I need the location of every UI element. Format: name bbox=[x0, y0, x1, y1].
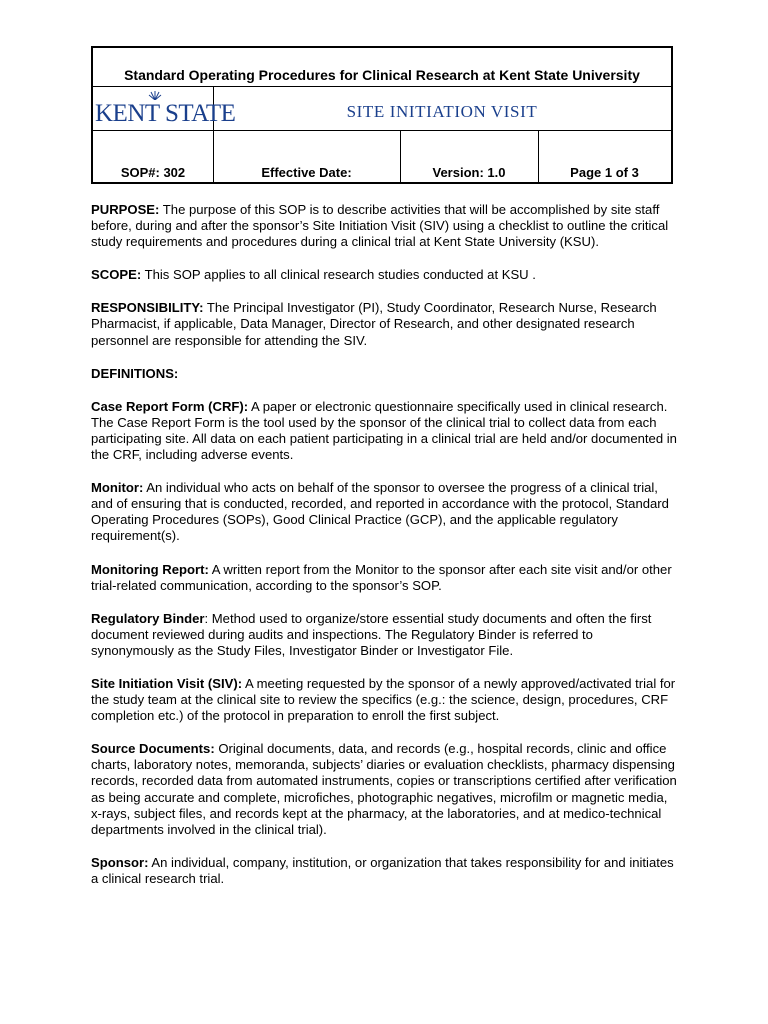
sunburst-icon bbox=[148, 90, 162, 100]
definition-regulatory-binder bbox=[91, 611, 679, 659]
responsibility-section bbox=[91, 300, 679, 348]
purpose-section bbox=[91, 202, 679, 250]
scope-section bbox=[91, 267, 679, 283]
scope-text: This SOP applies to all clinical research studies conducted at KSU . bbox=[141, 267, 536, 283]
header-title: Standard Operating Procedures for Clinical Research at Kent State University bbox=[124, 67, 640, 83]
definition-term: Regulatory Binder bbox=[91, 610, 205, 626]
definition-source-documents bbox=[91, 741, 679, 838]
version-cell bbox=[400, 130, 539, 182]
header-meta-row bbox=[93, 130, 671, 182]
definition-monitor bbox=[91, 480, 679, 544]
definition-term: Source Documents: bbox=[91, 741, 215, 757]
scope-label: SCOPE: bbox=[91, 267, 142, 283]
header-title-row bbox=[93, 48, 671, 87]
definition-text: A meeting requested by the sponsor of a newly approved/activated trial for the study team at the clinical site to review the specifics (e.g.: the science, design, procedures, CRF completion etc.) of the protocol in preparation to enroll the first subject. bbox=[91, 675, 676, 724]
sop-number-cell bbox=[93, 130, 214, 182]
definition-monitoring-report bbox=[91, 562, 679, 594]
logo-wordmark: KENT STATE bbox=[95, 100, 236, 127]
document-title: SITE INITIATION VISIT bbox=[346, 102, 538, 121]
purpose-text: The purpose of this SOP is to describe activities that will be accomplished by site staff before, during and after the sponsor’s Site Initiation Visit (SIV) using a checklist to outline the critical study requirements and procedures during a clinical trial at Kent State University (KSU). bbox=[91, 202, 669, 250]
definition-text: An individual, company, institution, or organization that takes responsibility for and initiates a clinical research trial. bbox=[91, 854, 674, 886]
responsibility-text: The Principal Investigator (PI), Study Coordinator, Research Nurse, Research Pharmacist, if applicable, Data Manager, Director of Research, and other designated research personnel are responsible for attending the SIV. bbox=[91, 300, 657, 348]
definition-crf bbox=[91, 399, 679, 463]
definition-term: Monitoring Report: bbox=[91, 561, 209, 577]
purpose-label: PURPOSE: bbox=[91, 202, 160, 217]
document-body bbox=[91, 202, 679, 904]
kent-state-logo bbox=[93, 86, 236, 130]
header-logo-row bbox=[93, 86, 671, 131]
document-title-cell bbox=[213, 86, 671, 130]
definition-text: An individual who acts on behalf of the sponsor to oversee the progress of a clinical trial, and of ensuring that is conducted, recorded, and reported in accordance with the protocol, Standard Operating Procedures (SOPs), Good Clinical Practice (GCP), and the applicable regulatory requirement(s). bbox=[91, 480, 669, 544]
effective-date-cell bbox=[213, 130, 401, 182]
definitions-heading: DEFINITIONS: bbox=[91, 365, 179, 381]
definition-text: : Method used to organize/store essential study documents and often the first document reviewed during audits and inspections. The Regulatory Binder is referred to synonymously as the Study Files, Investigator Binder or Investigator File. bbox=[91, 610, 652, 658]
sop-number: SOP#: 302 bbox=[120, 165, 186, 180]
definition-term: Case Report Form (CRF): bbox=[91, 398, 249, 414]
definition-sponsor bbox=[91, 855, 679, 887]
document-header-table bbox=[91, 46, 673, 184]
responsibility-label: RESPONSIBILITY: bbox=[91, 300, 204, 316]
version: Version: 1.0 bbox=[432, 165, 506, 180]
definition-siv bbox=[91, 676, 679, 724]
definition-term: Site Initiation Visit (SIV): bbox=[91, 675, 243, 691]
definition-term: Sponsor: bbox=[91, 854, 149, 870]
definition-text: Original documents, data, and records (e.g., hospital records, clinic and office charts, laboratory notes, memoranda, subjects’ diaries or evaluation checklists, pharmacy dispensing records, recorded data from automated instruments, copies or transcriptions certified after verification as being accurate and complete, microfiches, photographic negatives, microfilm or magnetic media, x-rays, subject files, and records kept at the pharmacy, at the laboratories, and at medico-technical departments involved in the clinical trial). bbox=[91, 741, 677, 837]
definition-text: A written report from the Monitor to the sponsor after each site visit and/or other trial-related communication, according to the sponsor’s SOP. bbox=[91, 561, 672, 593]
page-number-cell bbox=[538, 130, 671, 182]
definition-term: Monitor: bbox=[91, 480, 144, 496]
effective-date: Effective Date: bbox=[261, 165, 352, 180]
definition-text: A paper or electronic questionnaire specifically used in clinical research. The Case Report Form is the tool used by the sponsor of the clinical trial to collect data from each participating site. All data on each patient participating in a clinical trial are held and/or documented in the CRF, including adverse events. bbox=[91, 398, 677, 463]
page-number: Page 1 of 3 bbox=[570, 165, 639, 180]
